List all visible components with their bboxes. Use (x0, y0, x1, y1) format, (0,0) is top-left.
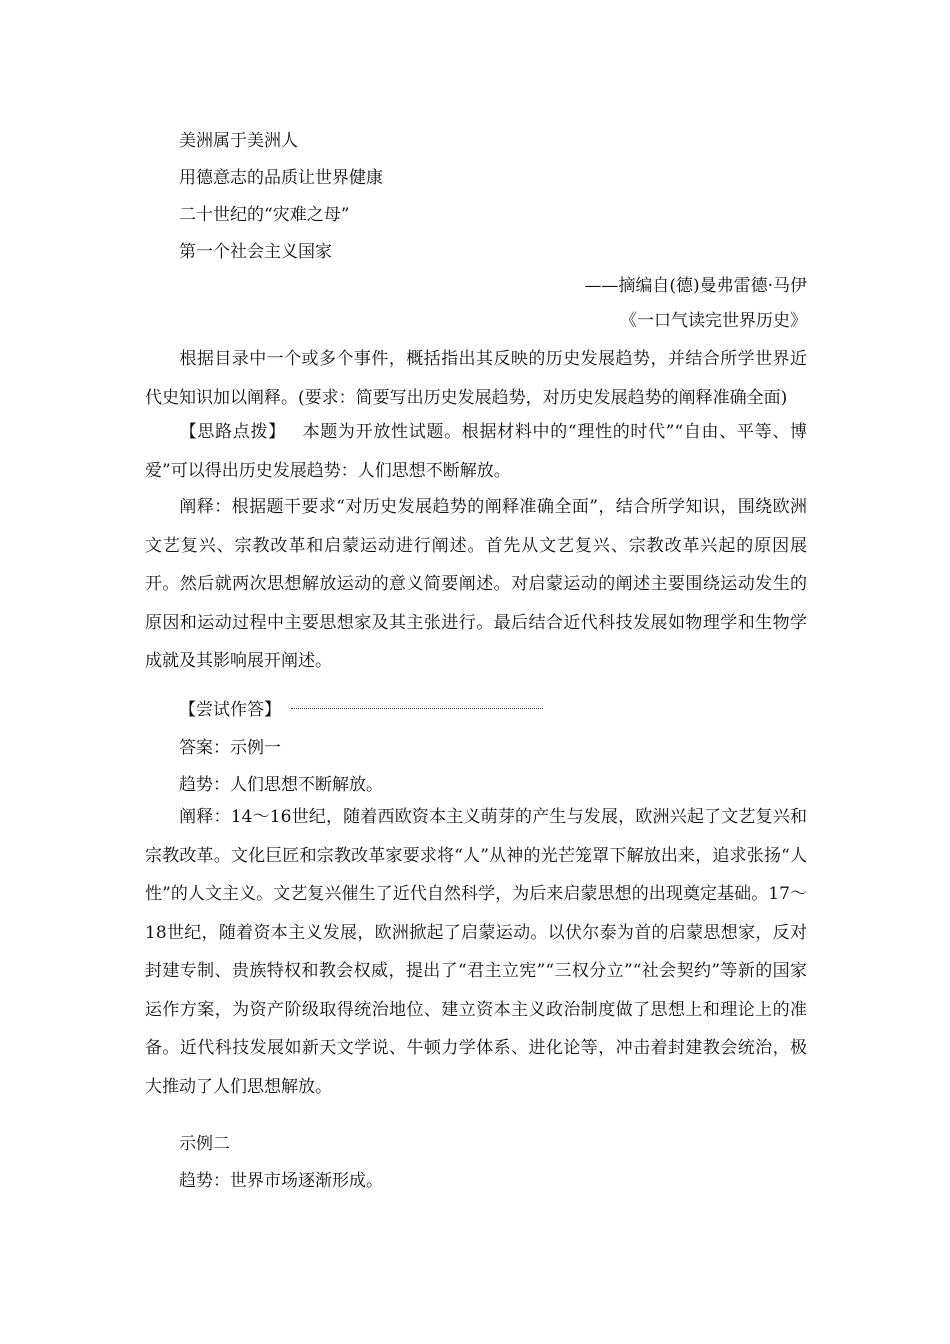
try-answer-row (179, 695, 543, 720)
question-paragraph (145, 340, 807, 417)
example1-label: 答案：示例一 (179, 738, 281, 758)
explain1-paragraph (145, 798, 807, 1106)
source-book: 《一口气读完世界历史》 (620, 311, 807, 331)
explain-guide-paragraph (145, 488, 807, 681)
example2-label: 示例二 (179, 1134, 230, 1154)
hint-paragraph (145, 413, 807, 490)
toc-line: 第一个社会主义国家 (179, 242, 332, 262)
question-text: 根据目录中一个或多个事件，概括指出其反映的历史发展趋势，并结合所学世界近代史知识加以阐释。(要求：简要写出历史发展趋势，对历史发展趋势的阐释准确全面) (145, 349, 807, 408)
answer-blank-line (291, 708, 543, 709)
hint-label: 【思路点拨】 (179, 422, 286, 442)
trend1: 趋势：人们思想不断解放。 (179, 775, 383, 795)
toc-line: 二十世纪的“灾难之母” (179, 205, 350, 225)
explain1-text: 阐释：14～16世纪，随着西欧资本主义萌芽的产生与发展，欧洲兴起了文艺复兴和宗教改革。文化巨匠和宗教改革家要求将“人”从神的光芒笼罩下解放出来，追求张扬“人性”的人文主义。文艺复兴催生了近代自然科学，为后来启蒙思想的出现奠定基础。17～18世纪，随着资本主义发展，欧洲掀起了启蒙运动。以伏尔泰为首的启蒙思想家，反对封建专制、贵族特权和教会权威，提出了“君主立宪”“三权分立”“社会契约”等新的国家运作方案，为资产阶级取得统治地位、建立资本主义政治制度做了思想上和理论上的准备。近代科技发展如新天文学说、牛顿力学体系、进化论等，冲击着封建教会统治，极大推动了人们思想解放。 (145, 807, 807, 1097)
explain-guide-text: 阐释：根据题干要求“对历史发展趋势的阐释准确全面”，结合所学知识，围绕欧洲文艺复兴、宗教改革和启蒙运动进行阐述。首先从文艺复兴、宗教改革兴起的原因展开。然后就两次思想解放运动的意义简要阐述。对启蒙运动的阐述主要围绕运动发生的原因和运动过程中主要思想家及其主张进行。最后结合近代科技发展如物理学和生物学成就及其影响展开阐述。 (145, 497, 807, 671)
toc-line: 用德意志的品质让世界健康 (179, 168, 383, 188)
toc-line: 美洲属于美洲人 (179, 131, 298, 151)
try-label: 【尝试作答】 (179, 700, 281, 720)
hint-text: 本题为开放性试题。根据材料中的“理性的时代”“自由、平等、博爱”可以得出历史发展趋势：人们思想不断解放。 (145, 422, 808, 481)
trend2: 趋势：世界市场逐渐形成。 (179, 1171, 383, 1191)
source-author: ——摘编自(德)曼弗雷德·马伊 (584, 276, 807, 296)
